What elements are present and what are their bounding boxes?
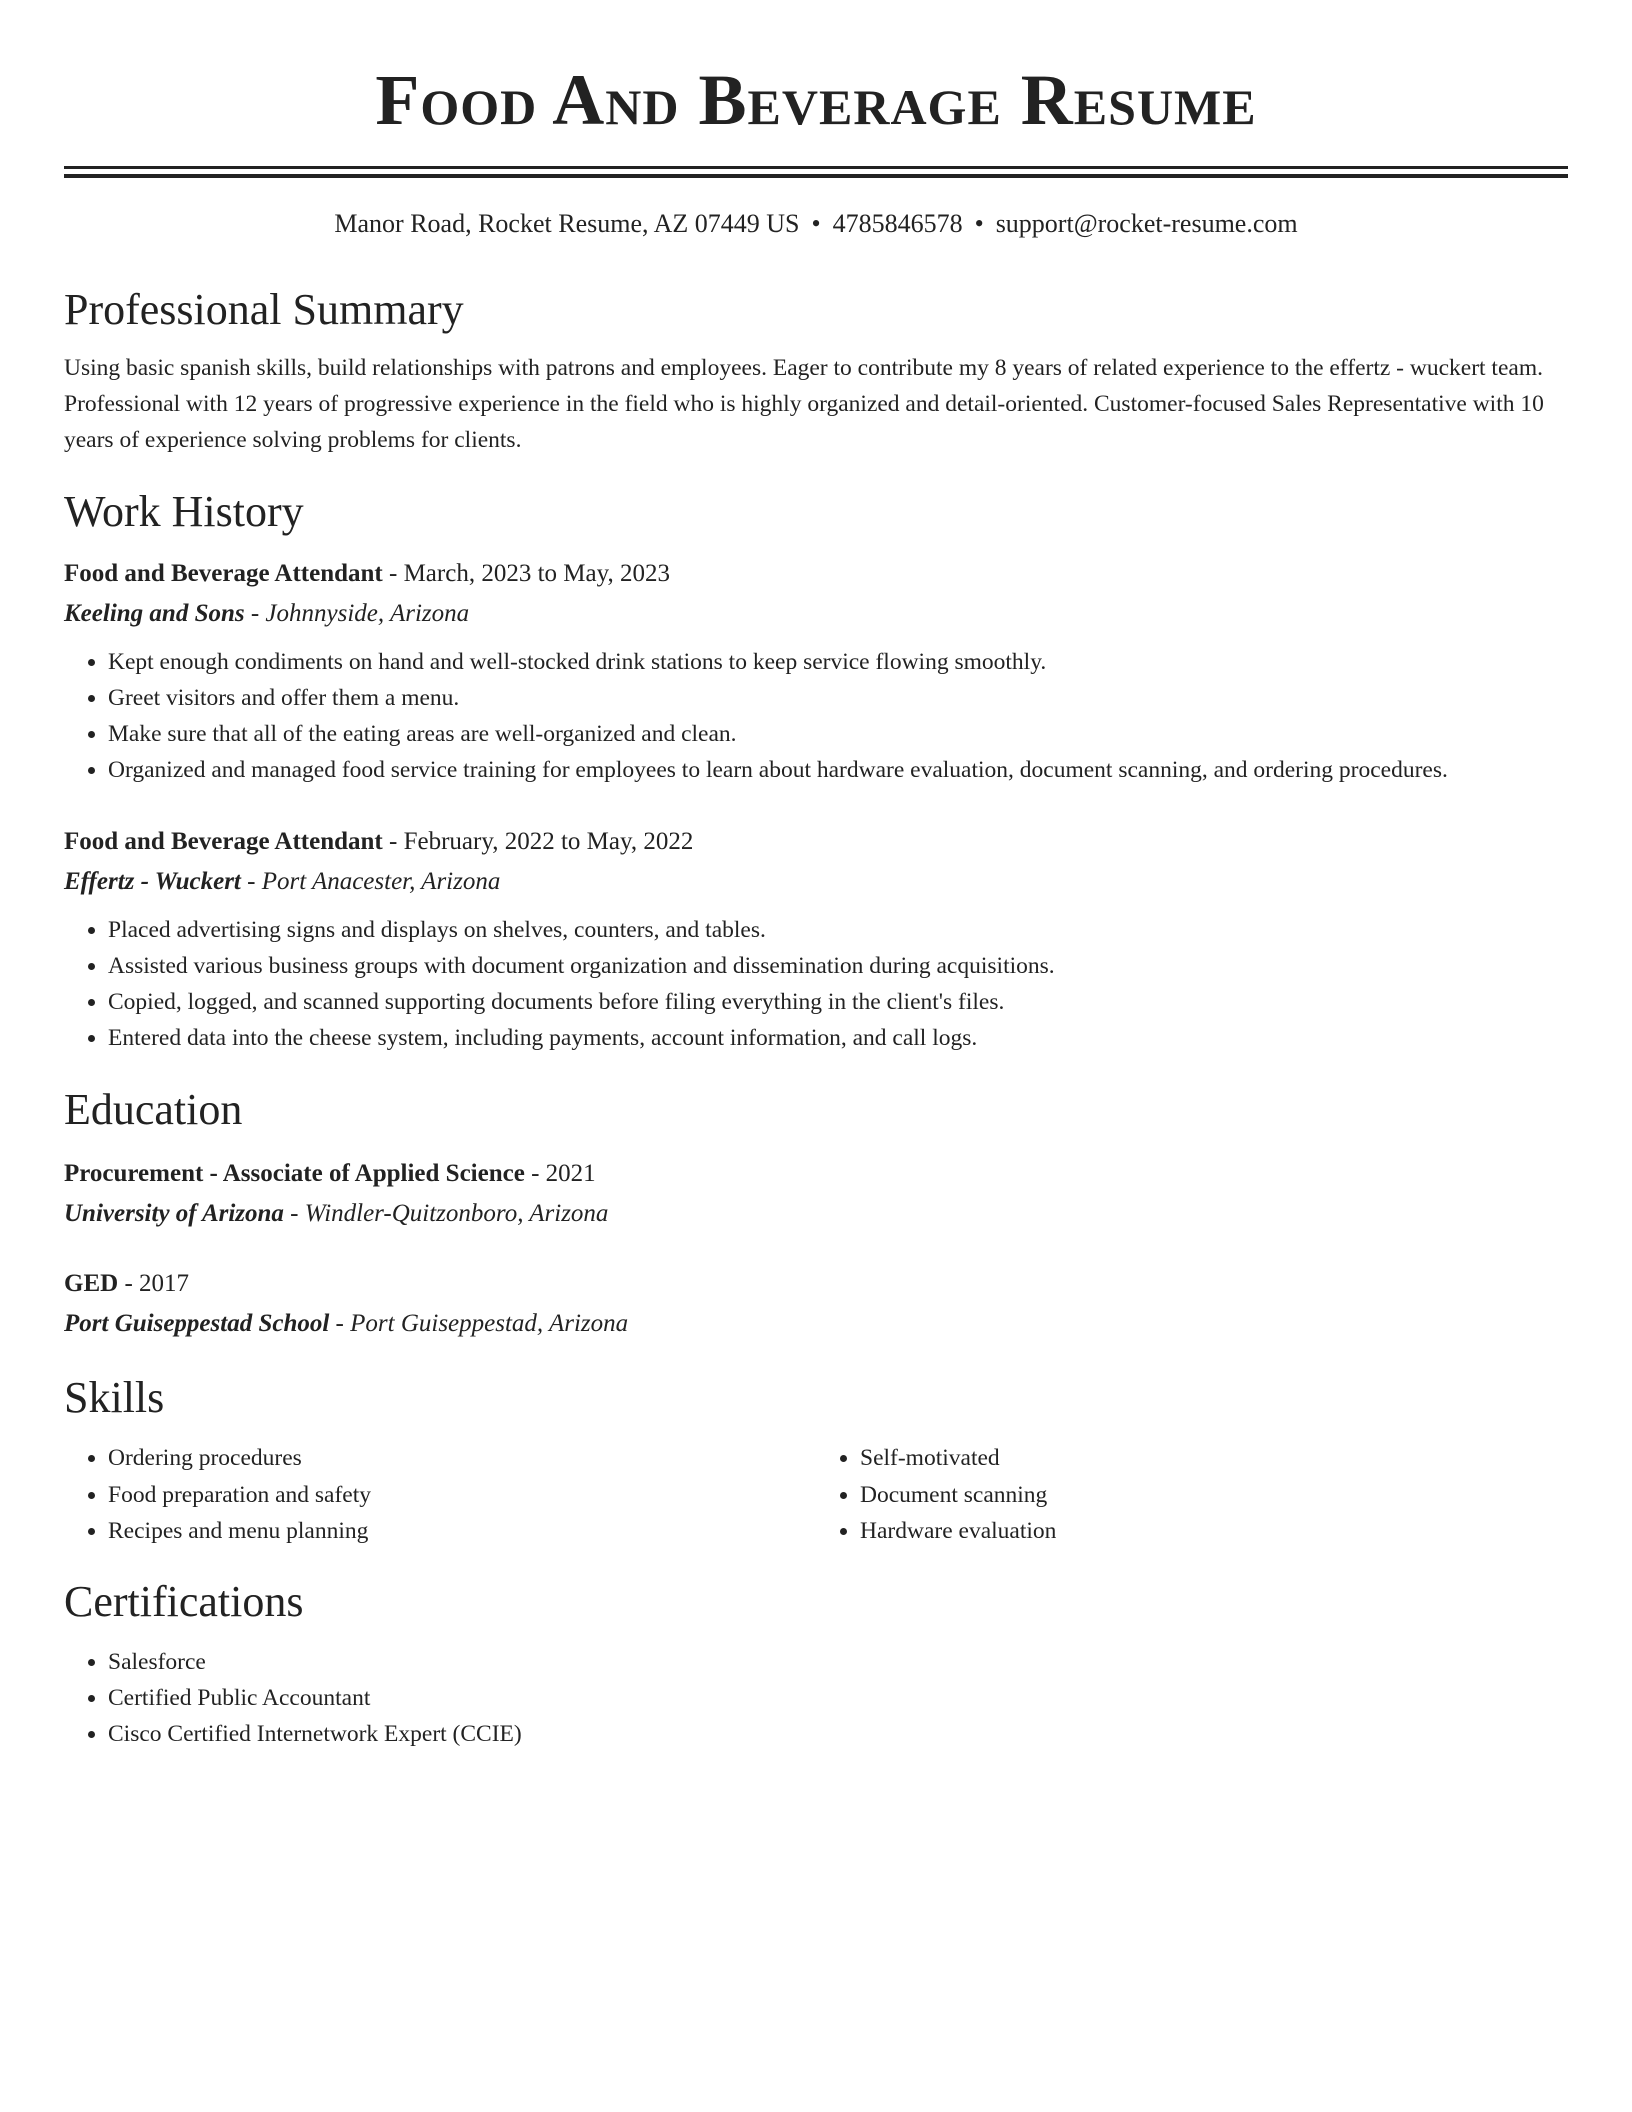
- company-name: Keeling and Sons: [64, 600, 245, 627]
- resume-title: Food And Beverage Resume: [375, 60, 1257, 140]
- title-divider: [64, 166, 1568, 178]
- job-header: [64, 822, 1568, 862]
- contact-separator: •: [811, 209, 821, 238]
- job-employer: [64, 862, 1568, 902]
- education-school: [64, 1304, 1568, 1344]
- school-name: Port Guiseppestad School: [64, 1310, 330, 1337]
- degree-name: GED: [64, 1270, 119, 1297]
- list-item: • Assisted various business groups with document organization and dissemination during acquisitions.: [108, 948, 1568, 984]
- job-entry: [64, 554, 1568, 788]
- contact-line: [64, 208, 1568, 240]
- skill-item: • Hardware evaluation: [860, 1513, 1568, 1550]
- certifications-list: [64, 1644, 1568, 1752]
- school-location: - Windler-Quitzonboro, Arizona: [283, 1200, 609, 1227]
- section-heading: Skills: [64, 1373, 165, 1422]
- list-item: • Placed advertising signs and displays on shelves, counters, and tables.: [108, 912, 1568, 948]
- degree-name: Procurement - Associate of Applied Science: [64, 1160, 525, 1187]
- skill-item: • Document scanning: [860, 1477, 1568, 1514]
- list-item: • Make sure that all of the eating areas are well-organized and clean.: [108, 716, 1568, 752]
- professional-summary-section: [64, 284, 1568, 458]
- skill-item: • Recipes and menu planning: [108, 1513, 816, 1550]
- contact-email: support@rocket-resume.com: [995, 209, 1298, 238]
- skills-grid: [64, 1440, 1568, 1550]
- contact-address: Manor Road, Rocket Resume, AZ 07449 US: [334, 209, 800, 238]
- company-location: - Port Anacester, Arizona: [240, 868, 501, 895]
- company-location: - Johnnyside, Arizona: [244, 600, 470, 627]
- section-heading: Professional Summary: [64, 285, 464, 334]
- education-entry: [64, 1264, 1568, 1344]
- skills-list-right: [816, 1440, 1568, 1550]
- job-entry: [64, 822, 1568, 1056]
- skill-item: • Food preparation and safety: [108, 1477, 816, 1514]
- education-section: [64, 1084, 1568, 1344]
- skill-item: • Self-motivated: [860, 1440, 1568, 1477]
- job-duties-list: [64, 644, 1568, 788]
- school-location: - Port Guiseppestad, Arizona: [329, 1310, 629, 1337]
- list-item: • Copied, logged, and scanned supporting documents before filing everything in the client's files.: [108, 984, 1568, 1020]
- job-dates: - March, 2023 to May, 2023: [382, 560, 670, 587]
- certification-item: • Cisco Certified Internetwork Expert (CCIE): [108, 1716, 1568, 1752]
- list-item: • Entered data into the cheese system, including payments, account information, and call logs.: [108, 1020, 1568, 1056]
- school-name: University of Arizona: [64, 1200, 284, 1227]
- education-entry: [64, 1154, 1568, 1234]
- job-dates: - February, 2022 to May, 2022: [382, 828, 694, 855]
- certification-item: • Certified Public Accountant: [108, 1680, 1568, 1716]
- education-school: [64, 1194, 1568, 1234]
- graduation-year: - 2017: [118, 1270, 190, 1297]
- job-title: Food and Beverage Attendant: [64, 560, 383, 587]
- contact-separator: •: [974, 209, 984, 238]
- skills-section: [64, 1372, 1568, 1550]
- list-item: • Kept enough condiments on hand and well-stocked drink stations to keep service flowing smoothly.: [108, 644, 1568, 680]
- company-name: Effertz - Wuckert: [64, 868, 241, 895]
- education-header: [64, 1154, 1568, 1194]
- skills-list-left: [64, 1440, 816, 1550]
- job-header: [64, 554, 1568, 594]
- section-heading: Work History: [64, 487, 304, 536]
- certification-item: • Salesforce: [108, 1644, 1568, 1680]
- section-heading: Education: [64, 1085, 243, 1134]
- summary-text: Using basic spanish skills, build relationships with patrons and employees. Eager to contribute my 8 years of related experience to the effertz - wuckert team. Professional with 12 years of progressive experience in the field who is highly organized and detail-oriented. Customer-focused Sales Representative with 10 years of experience solving problems for clients.: [64, 355, 1544, 453]
- list-item: • Greet visitors and offer them a menu.: [108, 680, 1568, 716]
- skill-item: • Ordering procedures: [108, 1440, 816, 1477]
- job-duties-list: [64, 912, 1568, 1056]
- certifications-section: [64, 1576, 1568, 1752]
- list-item: • Organized and managed food service training for employees to learn about hardware evaluation, document scanning, and ordering procedures.: [108, 752, 1568, 788]
- contact-phone: 4785846578: [832, 209, 963, 238]
- education-header: [64, 1264, 1568, 1304]
- job-employer: [64, 594, 1568, 634]
- graduation-year: - 2021: [524, 1160, 596, 1187]
- work-history-section: [64, 486, 1568, 1056]
- job-title: Food and Beverage Attendant: [64, 828, 383, 855]
- section-heading: Certifications: [64, 1576, 304, 1626]
